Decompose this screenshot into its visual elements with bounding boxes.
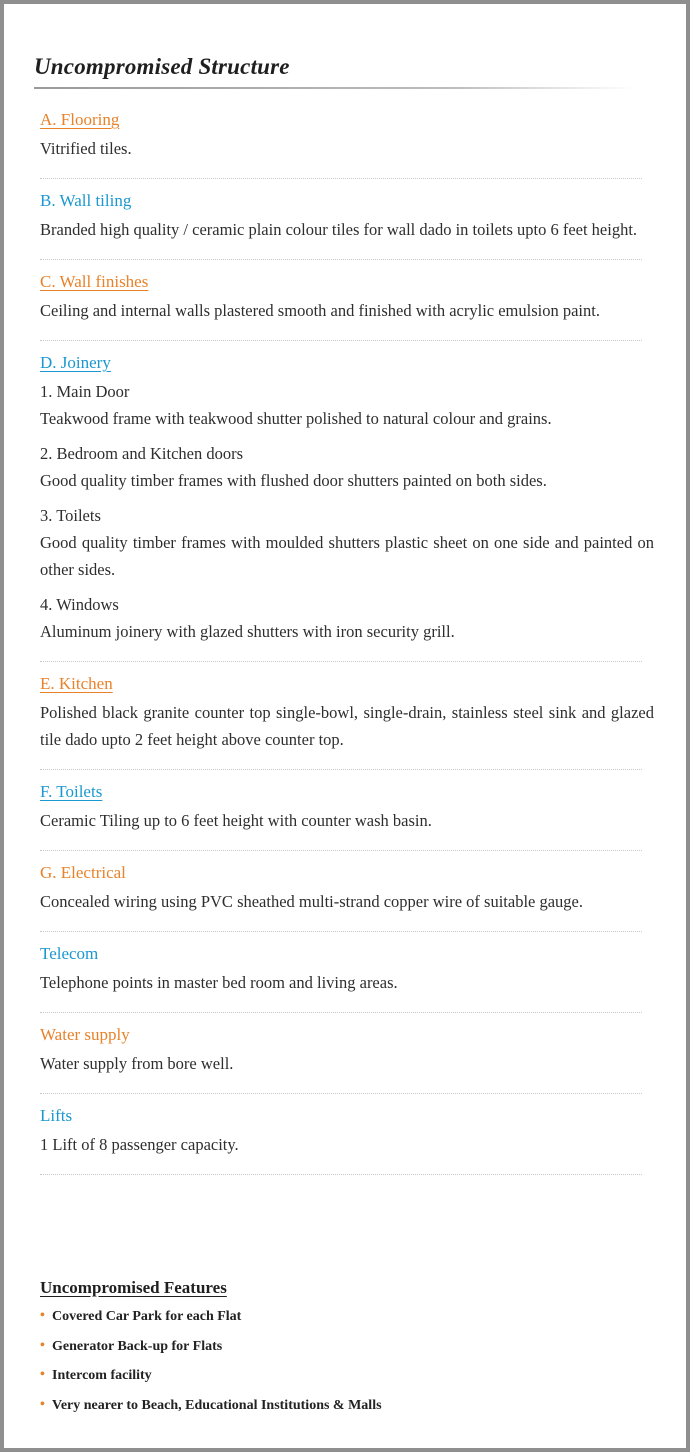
features-list [40, 1307, 654, 1425]
joinery-item [40, 440, 642, 494]
section-toilets [40, 780, 642, 851]
section-text: Branded high quality / ceramic plain colour tiles for wall dado in toilets upto 6 feet height. [40, 220, 638, 239]
section-text: Water supply from bore well. [40, 1054, 234, 1073]
bullet-icon: • [40, 1367, 45, 1382]
section-text: Polished black granite counter top single-bowl, single-drain, stainless steel sink and glazed tile dado upto 2 feet height above counter top. [40, 703, 654, 749]
section-wall-finishes [40, 270, 642, 341]
bullet-icon: • [40, 1396, 45, 1412]
section-telecom [40, 942, 642, 1013]
section-heading: D. Joinery [40, 353, 111, 372]
joinery-item [40, 378, 642, 432]
section-heading: B. Wall tiling [40, 191, 132, 210]
joinery-item [40, 502, 654, 583]
section-joinery [40, 351, 654, 662]
joinery-item-text: Good quality timber frames with moulded shutters plastic sheet on one side and painted on other sides. [40, 533, 654, 579]
section-heading: A. Flooring [40, 110, 120, 129]
section-text: 1 Lift of 8 passenger capacity. [40, 1135, 239, 1154]
joinery-item-text: Good quality timber frames with flushed door shutters painted on both sides. [40, 471, 547, 490]
specifications-list [40, 108, 654, 1185]
features-title: Uncompromised Features [40, 1278, 227, 1297]
section-heading: Water supply [40, 1025, 130, 1044]
section-heading: C. Wall finishes [40, 272, 149, 291]
section-text: Telephone points in master bed room and living areas. [40, 973, 398, 992]
section-lifts [40, 1104, 642, 1175]
feature-text: Intercom facility [52, 1368, 152, 1383]
section-text: Concealed wiring using PVC sheathed multi-strand copper wire of suitable gauge. [40, 892, 583, 911]
joinery-item-title: 3. Toilets [40, 506, 101, 525]
bullet-icon: • [40, 1337, 45, 1353]
section-heading: Telecom [40, 944, 99, 963]
joinery-item-text: Teakwood frame with teakwood shutter polished to natural colour and grains. [40, 409, 552, 428]
page-title: Uncompromised Structure [34, 54, 290, 79]
section-water-supply [40, 1023, 642, 1094]
feature-item [40, 1366, 654, 1396]
feature-item [40, 1337, 654, 1367]
section-heading: F. Toilets [40, 782, 103, 801]
joinery-item-title: 2. Bedroom and Kitchen doors [40, 444, 244, 463]
section-text: Ceramic Tiling up to 6 feet height with counter wash basin. [40, 811, 432, 830]
section-heading: G. Electrical [40, 863, 126, 882]
section-text: Vitrified tiles. [40, 139, 132, 158]
joinery-item-title: 1. Main Door [40, 382, 130, 401]
joinery-item [40, 591, 642, 645]
section-wall-tiling [40, 189, 642, 260]
section-electrical [40, 861, 642, 932]
feature-text: Very nearer to Beach, Educational Institutions & Malls [52, 1397, 382, 1413]
features-block [40, 1278, 654, 1425]
section-flooring [40, 108, 642, 179]
feature-item [40, 1307, 654, 1337]
joinery-item-title: 4. Windows [40, 595, 119, 614]
feature-text: Generator Back-up for Flats [52, 1338, 223, 1354]
feature-text: Covered Car Park for each Flat [52, 1309, 242, 1324]
title-divider [34, 87, 634, 89]
joinery-item-text: Aluminum joinery with glazed shutters with iron security grill. [40, 622, 455, 641]
section-heading: E. Kitchen [40, 674, 113, 693]
feature-item [40, 1396, 654, 1426]
section-heading: Lifts [40, 1106, 73, 1125]
bullet-icon: • [40, 1308, 45, 1323]
section-text: Ceiling and internal walls plastered smooth and finished with acrylic emulsion paint. [40, 301, 600, 320]
section-kitchen [40, 672, 654, 770]
